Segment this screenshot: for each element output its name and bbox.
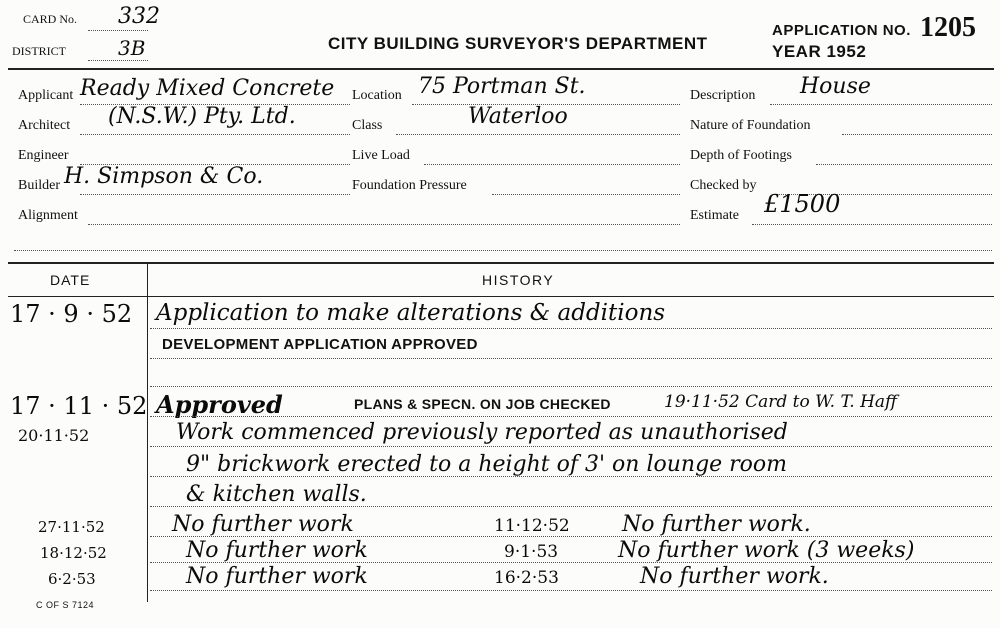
architect-line [80,134,350,135]
table-top-rule [8,262,994,264]
class-value: Waterloo [468,104,568,129]
alignment-label: Alignment [18,208,78,223]
location-label: Location [352,88,402,103]
history-date: 16·2·53 [494,568,559,588]
history-rule [150,386,992,387]
table-column-divider [147,262,148,602]
estimate-value: £1500 [764,190,841,218]
estimate-line [752,224,992,225]
history-date: 11·12·52 [494,516,570,536]
application-number: 1205 [920,12,976,43]
history-rule [150,476,992,477]
history-entry: No further work [172,512,354,537]
description-value: House [800,74,871,99]
history-entry: 19·11·52 Card to W. T. Haff [664,392,898,412]
history-column-header: HISTORY [482,272,555,288]
history-entry: Approved [156,390,283,419]
blank-line [14,250,992,251]
history-entry: Work commenced previously reported as unauthorised [176,420,788,445]
history-entry: No further work [186,538,368,563]
foundation-pressure-line [492,194,680,195]
builder-label: Builder [18,178,60,193]
class-line [396,134,680,135]
class-label: Class [352,118,383,133]
applicant-value: Ready Mixed Concrete [80,76,335,101]
architect-label: Architect [18,118,71,133]
checked-by-label: Checked by [690,178,757,193]
history-rule [150,590,992,591]
development-approved-stamp: DEVELOPMENT APPLICATION APPROVED [162,336,478,353]
history-date: 17 · 11 · 52 [10,392,148,420]
history-date: 9·1·53 [504,542,559,562]
builder-line [80,194,350,195]
history-rule [150,446,992,447]
district-label: DISTRICT [12,44,66,58]
live-load-label: Live Load [352,148,410,163]
history-rule [150,416,992,417]
department-title: CITY BUILDING SURVEYOR'S DEPARTMENT [328,34,708,53]
history-entry: No further work [186,564,368,589]
alignment-line [88,224,680,225]
estimate-label: Estimate [690,208,739,223]
history-rule [150,506,992,507]
card-no-line [88,30,148,31]
builder-value: H. Simpson & Co. [64,164,264,189]
history-entry: Application to make alterations & additions [156,300,666,326]
history-rule [150,562,992,563]
form-code: C OF S 7124 [36,600,95,610]
date-column-header: DATE [50,272,91,288]
table-header-rule [8,296,994,297]
engineer-label: Engineer [18,148,69,163]
history-date: 20·11·52 [18,426,90,445]
depth-line [816,164,992,165]
application-label: APPLICATION NO. [772,22,911,39]
location-value: 75 Portman St. [418,74,586,99]
history-entry: 9" brickwork erected to a height of 3' on lounge room [186,452,788,477]
history-rule [150,358,992,359]
architect-value: (N.S.W.) Pty. Ltd. [108,104,296,129]
history-date: 17 · 9 · 52 [10,300,133,328]
history-date: 27·11·52 [38,518,105,536]
nature-line [842,134,992,135]
history-rule [150,536,992,537]
history-entry: No further work (3 weeks) [618,538,915,563]
district-value: 3B [118,36,146,60]
foundation-pressure-label: Foundation Pressure [352,178,467,193]
history-date: 6·2·53 [48,570,96,588]
description-label: Description [690,88,756,103]
history-rule [150,328,992,329]
history-entry: No further work. [622,512,811,537]
history-entry: & kitchen walls. [186,482,367,507]
depth-of-footings-label: Depth of Footings [690,148,792,163]
applicant-label: Applicant [18,88,74,103]
header-rule [8,68,994,70]
year-label: YEAR 1952 [772,42,867,61]
description-line [770,104,992,105]
district-line [88,60,148,61]
history-date: 18·12·52 [40,544,107,562]
history-entry: No further work. [640,564,829,589]
card-no-label: CARD No. [23,12,78,26]
card-no-value: 332 [118,4,160,29]
live-load-line [424,164,680,165]
nature-of-foundation-label: Nature of Foundation [690,118,811,133]
plans-checked-stamp: PLANS & SPECN. ON JOB CHECKED [354,396,611,412]
